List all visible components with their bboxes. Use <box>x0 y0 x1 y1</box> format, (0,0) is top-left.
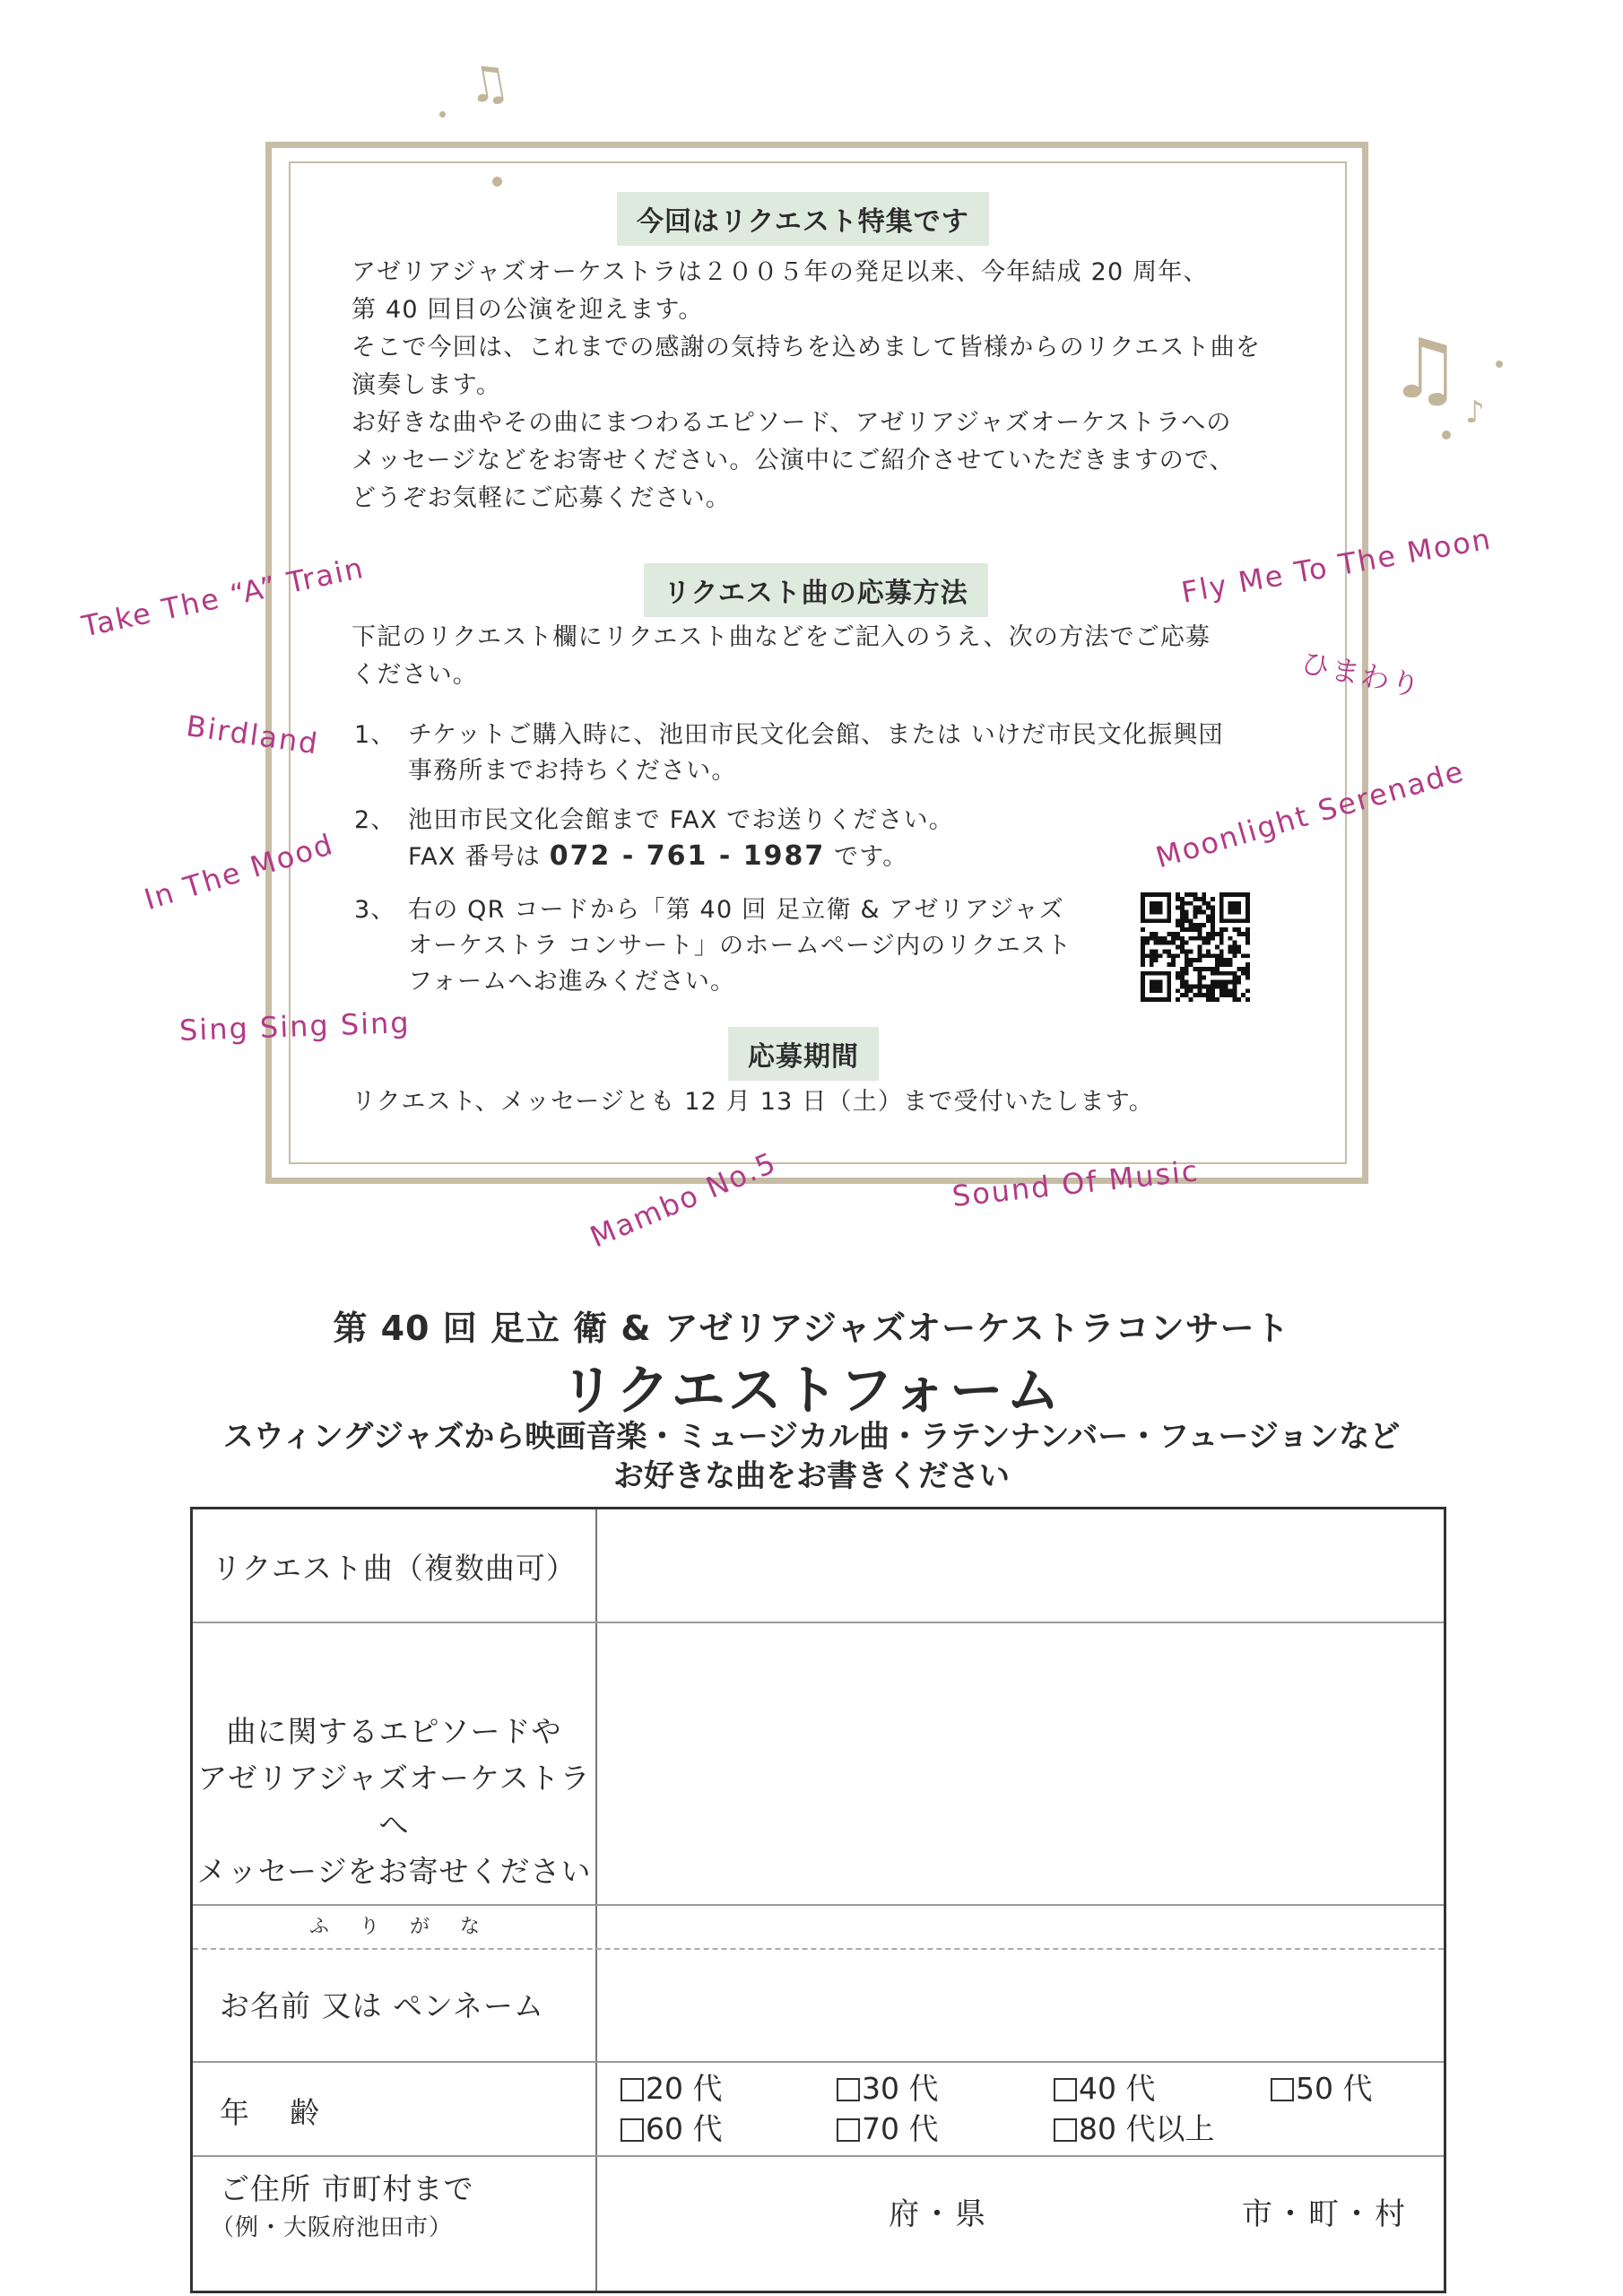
song-title: Moonlight Serenade <box>1151 753 1469 875</box>
address-label: ご住所 市町村まで <box>220 2171 474 2206</box>
how-to-apply-paragraph <box>352 619 1302 694</box>
song-title: ひまわり <box>1298 645 1425 704</box>
song-title: Sing Sing Sing <box>178 1005 412 1048</box>
intro-line: 演奏します。 <box>352 371 502 399</box>
form-title: リクエストフォーム <box>560 1360 1063 1422</box>
decor-dot <box>1442 430 1451 439</box>
age-option-label: 50 代 <box>1296 2071 1373 2106</box>
section-heading-period: 応募期間 <box>728 1027 879 1081</box>
age-option-label: 60 代 <box>646 2111 723 2146</box>
episode-label-line: 曲に関するエピソードや <box>226 1714 562 1749</box>
song-title: Sound Of Music <box>950 1153 1202 1213</box>
music-note-icon: ♫ <box>461 52 515 116</box>
checkbox[interactable] <box>1054 2118 1077 2142</box>
method-line: 右の QR コードから「第 40 回 足立衛 & アゼリアジャズ <box>408 896 1065 924</box>
song-title: Fly Me To The Moon <box>1178 521 1495 610</box>
section-heading-special: 今回はリクエスト特集です <box>617 192 989 246</box>
fax-line <box>408 839 954 875</box>
method-number: 1、 <box>354 721 396 749</box>
decor-dot <box>439 111 446 117</box>
intro-paragraph <box>352 254 1302 517</box>
method-line: 事務所までお持ちください。 <box>408 757 737 785</box>
age-option-label: 30 代 <box>862 2071 939 2106</box>
method-line: 池田市民文化会館まで FAX でお送りください。 <box>408 806 954 834</box>
period-text: リクエスト、メッセージとも 12 月 13 日（土）まで受付いたします。 <box>352 1088 1154 1116</box>
address-example: （例・大阪府池田市） <box>211 2214 454 2241</box>
intro-line: アゼリアジャズオーケストラは２００５年の発足以来、今年結成 20 周年、 <box>352 258 1209 286</box>
age-option-30s[interactable] <box>837 2066 938 2108</box>
episode-label-line: メッセージをお寄せください <box>196 1854 592 1889</box>
age-option-80s-plus[interactable] <box>1054 2106 1214 2148</box>
row-divider <box>193 2061 1444 2063</box>
name-field[interactable] <box>597 1950 1444 2061</box>
apply-line: ください。 <box>352 661 478 689</box>
age-option-label: 80 代以上 <box>1079 2111 1215 2146</box>
qr-code[interactable] <box>1141 892 1250 1002</box>
intro-line: どうぞお気軽にご応募ください。 <box>352 484 731 512</box>
song-title: Mambo No.5 <box>585 1144 782 1255</box>
method-line: オーケストラ コンサート」のホームページ内のリクエスト <box>408 932 1072 960</box>
fax-prefix: FAX 番号は <box>408 843 550 871</box>
form-subtitle: 第 40 回 足立 衛 & アゼリアジャズオーケストラコンサート <box>333 1309 1290 1348</box>
episode-label-line: アゼリアジャズオーケストラへ <box>197 1761 591 1842</box>
decor-dot <box>1496 361 1503 368</box>
song-title: In The Mood <box>140 826 338 918</box>
checkbox[interactable] <box>837 2118 860 2142</box>
age-option-label: 40 代 <box>1079 2071 1156 2106</box>
checkbox[interactable] <box>621 2078 644 2101</box>
episode-label <box>193 1709 595 1895</box>
furigana-field[interactable] <box>597 1906 1444 1947</box>
prefecture-suffix: 府・県 <box>889 2196 988 2232</box>
age-option-label: 20 代 <box>646 2071 723 2106</box>
intro-line: そこで今回は、これまでの感謝の気持ちを込めまして皆様からのリクエスト曲を <box>352 334 1262 361</box>
age-label: 年 齢 <box>220 2095 325 2130</box>
music-note-icon: ♪ <box>1465 395 1485 430</box>
song-title: Birdland <box>184 709 322 761</box>
method-line: チケットご購入時に、池田市民文化会館、または いけだ市民文化振興団 <box>408 721 1224 749</box>
section-heading-how-to-apply: リクエスト曲の応募方法 <box>644 563 988 617</box>
checkbox[interactable] <box>837 2078 860 2101</box>
furigana-label: ふ り が な <box>309 1916 486 1938</box>
description-line: お好きな曲をお書きください <box>613 1458 1010 1494</box>
request-song-field[interactable] <box>597 1509 1444 1622</box>
name-label: お名前 又は ペンネーム <box>220 1988 544 2023</box>
episode-message-field[interactable] <box>597 1623 1444 1904</box>
checkbox[interactable] <box>1271 2078 1294 2101</box>
fax-suffix: です。 <box>825 843 908 871</box>
apply-line: 下記のリクエスト欄にリクエスト曲などをご記入のうえ、次の方法でご応募 <box>352 623 1211 651</box>
method-number: 2、 <box>354 806 396 834</box>
description-line: スウィングジャズから映画音楽・ミュージカル曲・ラテンナンバー・フュージョンなど <box>222 1419 1401 1455</box>
method-number: 3、 <box>354 896 396 924</box>
age-option-50s[interactable] <box>1271 2066 1372 2108</box>
age-option-20s[interactable] <box>621 2066 722 2108</box>
intro-line: メッセージなどをお寄せください。公演中にご紹介させていただきますので、 <box>352 447 1235 474</box>
request-form-table <box>190 1507 1446 2293</box>
music-note-icon: ♫ <box>1388 321 1462 417</box>
age-option-label: 70 代 <box>862 2111 939 2146</box>
form-description <box>0 1417 1623 1496</box>
checkbox[interactable] <box>621 2118 644 2142</box>
age-option-40s[interactable] <box>1054 2066 1155 2108</box>
song-title: Take The “A” Train <box>79 550 368 644</box>
request-song-label: リクエスト曲（複数曲可） <box>212 1551 577 1586</box>
age-option-60s[interactable] <box>621 2106 722 2148</box>
fax-number: 072 - 761 - 1987 <box>549 840 826 872</box>
checkbox[interactable] <box>1054 2078 1077 2101</box>
intro-line: 第 40 回目の公演を迎えます。 <box>352 296 704 324</box>
city-suffix: 市・町・村 <box>1242 2196 1408 2232</box>
age-option-70s[interactable] <box>837 2106 938 2148</box>
intro-line: お好きな曲やその曲にまつわるエピソード、アゼリアジャズオーケストラへの <box>352 409 1232 437</box>
method-line: フォームへお進みください。 <box>408 968 736 996</box>
